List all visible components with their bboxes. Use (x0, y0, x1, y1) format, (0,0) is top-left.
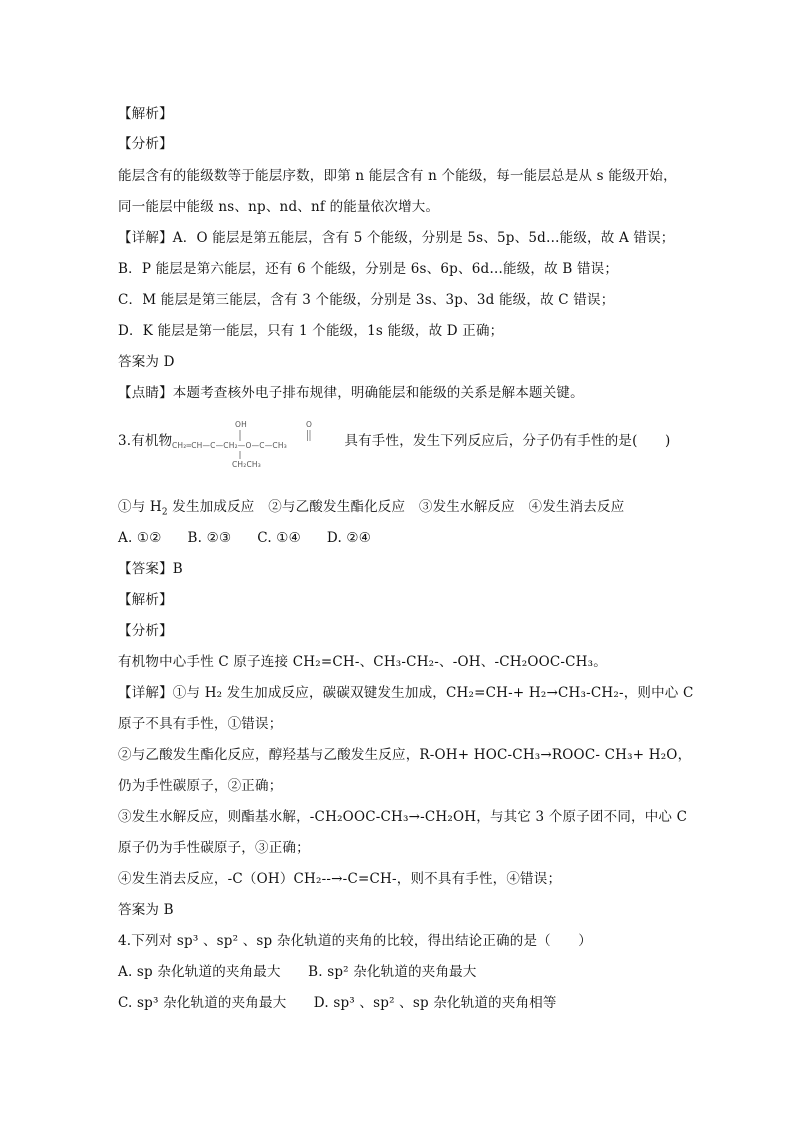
items-part-a: ①与 H (118, 499, 162, 515)
q3-detail-3a: ③发生水解反应，则酯基水解，-CH₂OOC-CH₃→-CH₂OH，与其它 3 个原子团不同，中心 C (118, 809, 688, 825)
option-a: A. ①② (118, 530, 162, 546)
q3-final-answer: 答案为 B (118, 902, 174, 918)
detail-d: D．K 能层是第一能层，只有 1 个能级，1s 能级，故 D 正确； (118, 323, 504, 339)
option-b: B. ②③ (187, 530, 232, 546)
q3-fenxi: 【分析】 (118, 623, 173, 639)
q3-detail-1a: 【详解】①与 H₂ 发生加成反应，碳碳双键发生加成，CH₂=CH-+ H₂→CH₃-CH₂-，则中心 C (118, 685, 694, 701)
heading-jiexi: 【解析】 (118, 106, 173, 122)
q3-answer: 【答案】B (118, 561, 183, 577)
tip-line: 【点睛】本题考查核外电子排布规律，明确能层和能级的关系是解本题关键。 (118, 385, 584, 401)
question-4-stem: 4.下列对 sp³ 、sp² 、sp 杂化轨道的夹角的比较，得出结论正确的是（ ） (118, 933, 592, 949)
q3-detail-2b: 仍为手性碳原子，②正确； (118, 778, 283, 794)
q3-detail-2a: ②与乙酸发生酯化反应，醇羟基与乙酸发生反应，R-OH+ HOC-CH₃→ROOC- CH₃+ H₂O， (118, 747, 692, 763)
formula-ethyl: CH₂CH₃ (232, 459, 262, 469)
detail-a: 【详解】A．O 能层是第五能层，含有 5 个能级，分别是 5s、5p、5d…能级，故 A 错误； (118, 230, 675, 246)
formula-oh: OH (235, 419, 248, 429)
detail-c: C．M 能层是第三能层，含有 3 个能级，分别是 3s、3p、3d 能级，故 C 错误； (118, 292, 615, 308)
question-4-options-row-1: A. sp 杂化轨道的夹角最大 B. sp² 杂化轨道的夹角最大 (118, 964, 477, 980)
heading-fenxi: 【分析】 (118, 136, 173, 152)
analysis-line-2: 同一能层中能级 ns、np、nd、nf 的能量依次增大。 (118, 199, 440, 215)
q3-detail-1b: 原子不具有手性，①错误； (118, 716, 283, 732)
question-3-suffix: 具有手性，发生下列反应后，分子仍有手性的是( ) (344, 433, 671, 449)
items-subscript: 2 (161, 507, 168, 518)
option-d: D. ②④ (326, 530, 372, 546)
q3-detail-4: ④发生消去反应，-C（OH）CH₂--→-C=CH-，则不具有手性，④错误； (118, 871, 562, 887)
question-3-items (118, 497, 624, 517)
option-c: C. ①④ (257, 530, 301, 546)
formula-o: O (306, 419, 313, 429)
q3-detail-3b: 原子仍为手性碳原子，③正确； (118, 840, 310, 856)
question-3-stem (118, 413, 670, 469)
q3-analysis: 有机物中心手性 C 原子连接 CH₂=CH-、CH₃-CH₂-、-OH、-CH₂OOC-CH₃。 (118, 654, 607, 670)
answer-line: 答案为 D (118, 354, 175, 370)
analysis-line-1: 能层含有的能级数等于能层序数，即第 n 能层含有 n 个能级，每一能层总是从 s 能级开始， (118, 168, 677, 184)
detail-b: B．P 能层是第六能层，还有 6 个能级，分别是 6s、6p、6d…能级，故 B 错误； (118, 261, 619, 277)
question-3-prefix: 3.有机物 (118, 433, 173, 449)
question-4-options-row-2: C. sp³ 杂化轨道的夹角最大 D. sp³ 、sp² 、sp 杂化轨道的夹角相等 (118, 995, 557, 1011)
items-part-c: 发生加成反应 ②与乙酸发生酯化反应 ③发生水解反应 ④发生消去反应 (167, 499, 625, 515)
structural-formula (172, 413, 344, 469)
formula-main-chain: CH₂═CH—C—CH₂—O—C—CH₃ (172, 440, 288, 450)
q3-jiexi: 【解析】 (118, 592, 173, 608)
question-3-options (118, 528, 371, 548)
